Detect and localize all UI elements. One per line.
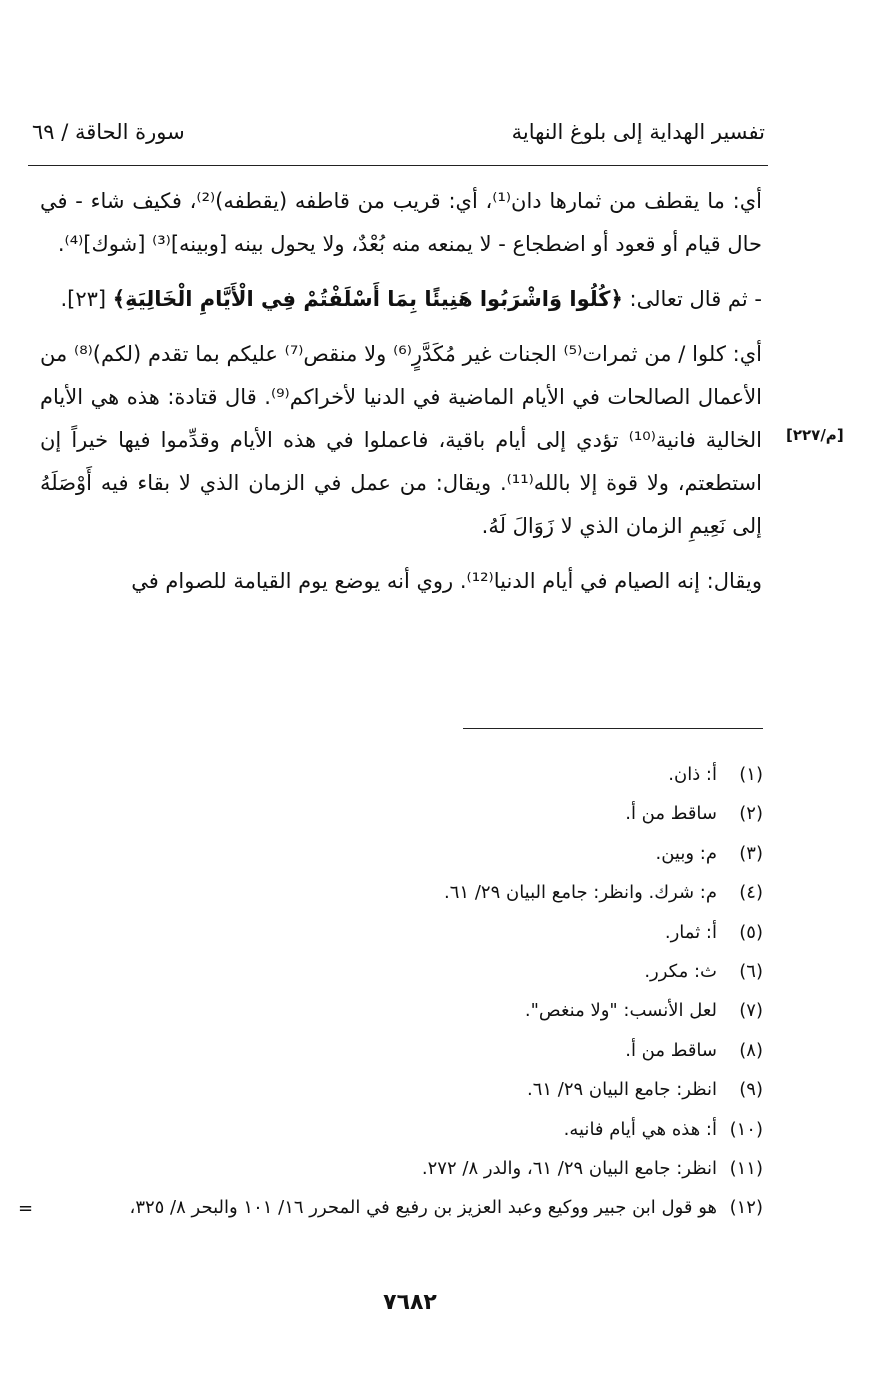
margin-manuscript-ref: [م/٢٢٧] xyxy=(786,426,844,444)
footnote-item xyxy=(18,1075,763,1114)
paragraph-2: أي: كلوا / من ثمرات⁽⁵⁾ الجنات غير مُكَدَّرٍ⁽⁶⁾ ولا منقص⁽⁷⁾ عليكم بما تقدم (لكم)⁽⁸⁾ من الأعمال الصالحات في الأيام الماضية في الدنيا لأخراكم⁽⁹⁾. قال قتادة: هذه هي الأيام الخالية فانية⁽¹⁰⁾ تؤدي إلى أيام باقية، فاعملوا في هذه الأيام وقدِّموا فيها خيراً إن استطعتم، ولا قوة إلا بالله⁽¹¹⁾. ويقال: من عمل في الزمان الذي لا بقاء فيه أَوْصَلَهُ إلى نَعِيمِ الزمان الذي لا زَوَالَ لَهُ. xyxy=(40,342,763,538)
footnote-item xyxy=(18,996,763,1035)
footnote-number: (٥) xyxy=(739,921,763,943)
quran-verse: ﴿كُلُوا وَاشْرَبُوا هَنِيئًا بِمَا أَسْلَفْتُمْ فِي الْأَيَّامِ الْخَالِيَةِ﴾ xyxy=(112,287,623,311)
verse-number: [٢٣]. xyxy=(60,287,107,311)
footnote-item xyxy=(18,760,763,799)
main-text xyxy=(40,180,762,615)
footnote-text: هو قول ابن جبير ووكيع وعبد العزيز بن رفيع في المحرر ١٦/ ١٠١ والبحر ٨/ ٣٢٥، xyxy=(129,1197,717,1219)
footnote-text: ساقط من أ. xyxy=(625,803,717,825)
footnote-item xyxy=(18,957,763,996)
footnote-number: (٦) xyxy=(739,960,763,982)
footnote-text: أ: ذان. xyxy=(668,764,717,785)
footnote-number: (٧) xyxy=(739,1000,763,1022)
footnote-text: م: شرك. وانظر: جامع البيان ٢٩/ ٦١. xyxy=(444,882,717,904)
footnote-text: ث: مكرر. xyxy=(644,960,717,982)
footnote-number: (٩) xyxy=(739,1079,763,1101)
footnote-number: (٨) xyxy=(739,1039,763,1061)
footnote-text: لعل الأنسب: "ولا منغص". xyxy=(524,1000,717,1022)
footnote-number: (١) xyxy=(739,764,763,785)
footnote-item xyxy=(18,839,763,878)
footnote-item xyxy=(18,1115,763,1154)
paragraph-3: ويقال: إنه الصيام في أيام الدنيا⁽¹²⁾. روي أنه يوضع يوم القيامة للصوام في xyxy=(131,569,762,593)
footnote-number: (١١) xyxy=(729,1157,763,1179)
footnote-item xyxy=(18,1193,763,1232)
paragraph-1: أي: ما يقطف من ثمارها دان⁽¹⁾، أي: قريب من قاطفه (يقطفه)⁽²⁾، فكيف شاء - في حال قيام أو قعود أو اضطجاع - لا يمنعه منه بُعْدٌ، ولا يحول بينه [وبينه]⁽³⁾ [شوك]⁽⁴⁾. xyxy=(40,189,762,256)
verse-intro: - ثم قال تعالى: xyxy=(629,287,762,311)
book-title: تفسير الهداية إلى بلوغ النهاية xyxy=(511,120,765,144)
footnote-number: (٢) xyxy=(739,803,763,825)
page-number: ٧٦٨٢ xyxy=(383,1290,437,1315)
header-divider xyxy=(28,165,768,166)
footnote-item xyxy=(18,918,763,957)
footnote-item xyxy=(18,1154,763,1193)
footnote-item xyxy=(18,799,763,838)
footnote-text: م: وبين. xyxy=(655,842,717,864)
footnote-text: انظر: جامع البيان ٢٩/ ٦١، والدر ٨/ ٢٧٢. xyxy=(421,1157,717,1179)
surah-label: سورة الحاقة / ٦٩ xyxy=(32,120,185,144)
footnote-number: (١٢) xyxy=(729,1197,763,1219)
footnote-text: انظر: جامع البيان ٢٩/ ٦١. xyxy=(526,1079,717,1101)
footnote-number: (٣) xyxy=(739,842,763,864)
footnote-item xyxy=(18,878,763,917)
footnote-divider xyxy=(463,728,763,729)
continuation-mark: = xyxy=(18,1198,34,1219)
footnote-text: ساقط من أ. xyxy=(625,1039,717,1061)
footnotes-list xyxy=(18,760,763,1233)
paragraph-verse xyxy=(40,278,762,321)
footnote-number: (٤) xyxy=(739,882,763,904)
footnote-text: أ: ثمار. xyxy=(664,921,717,943)
footnote-item xyxy=(18,1036,763,1075)
footnote-text: أ: هذه هي أيام فانيه. xyxy=(563,1118,717,1140)
footnote-number: (١٠) xyxy=(729,1118,763,1140)
